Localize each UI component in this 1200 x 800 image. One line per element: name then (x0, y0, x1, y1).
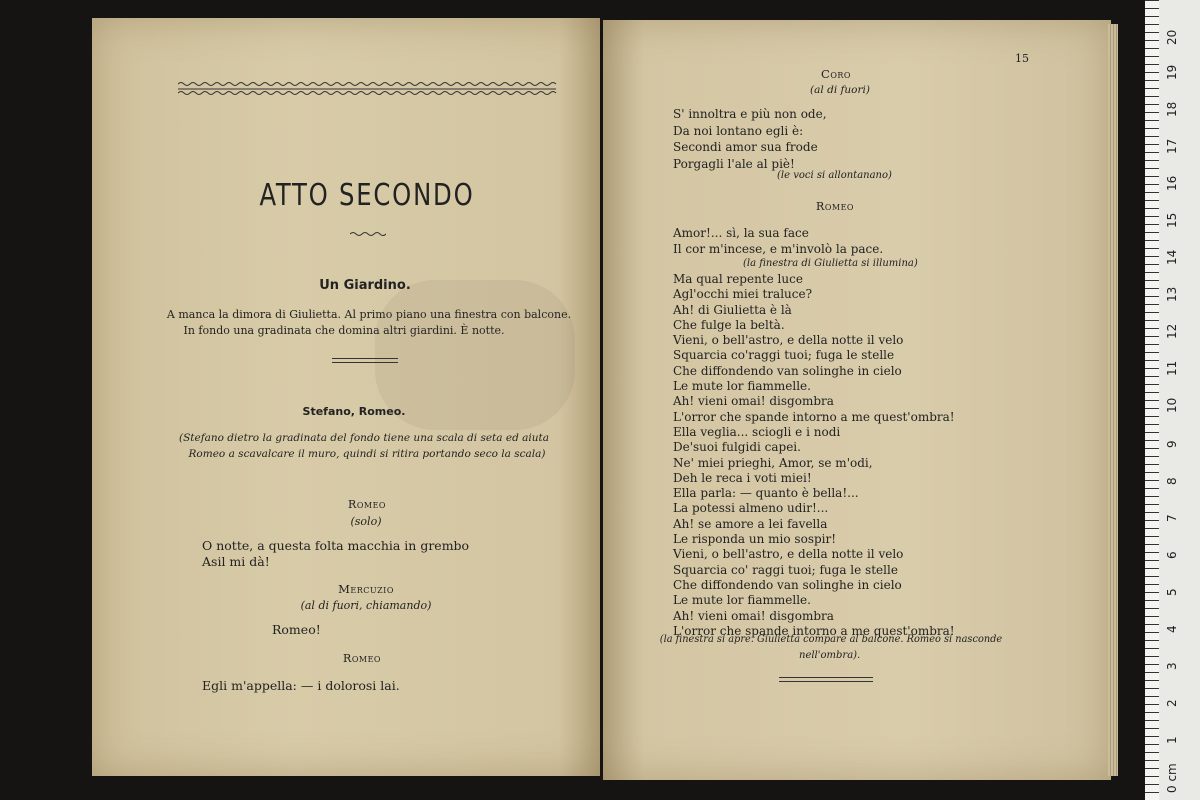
verse-line: Le mute lor fiammelle. (673, 593, 811, 608)
ruler-mark: 9 (1165, 440, 1179, 448)
speaker-romeo-1-note: (solo) (350, 515, 382, 528)
verse-line: Ah! di Giulietta è là (673, 302, 792, 317)
speaker-romeo-1: Romeo (348, 498, 386, 511)
ruler-mark: 5 (1165, 588, 1179, 596)
ruler-mark: 19 (1165, 64, 1179, 80)
ruler-mark: 11 (1165, 360, 1179, 376)
stage-direction-line-1: (Stefano dietro la gradinata del fondo tiene una scala di seta ed aiuta (178, 432, 550, 444)
window-direction: (la finestra di Giulietta si illumina) (743, 258, 918, 269)
title-ornament (350, 230, 386, 238)
ruler-mark: 0 cm (1165, 763, 1179, 793)
stage-direction-line-2: Romeo a scavalcare il muro, quindi si ritira portando seco la scala) (188, 448, 546, 460)
verse-line: Ah! vieni omai! disgombra (673, 394, 834, 409)
ruler-mark: 14 (1165, 249, 1179, 265)
ruler-ticks (1145, 0, 1159, 800)
verse-line-1: O notte, a questa folta macchia in grembo (202, 538, 470, 553)
scene-description-line-1: A manca la dimora di Giulietta. Al primo piano una finestra con balcone. (166, 308, 572, 321)
speaker-mercuzio-note: (al di fuori, chiamando) (300, 599, 432, 612)
ruler-mark: 7 (1165, 514, 1179, 522)
characters-heading: Stefano, Romeo. (302, 405, 406, 418)
chorus-line: S' innoltra e più non ode, (673, 107, 827, 121)
verse-line: Amor!... sì, la sua face (673, 226, 809, 240)
ruler-mark: 20 (1165, 29, 1179, 45)
verse-line-4: Egli m'appella: — i dolorosi lai. (202, 678, 400, 693)
speaker-romeo-2: Romeo (343, 652, 381, 665)
ruler-mark: 10 (1165, 397, 1179, 413)
verse-line: Ne' miei prieghi, Amor, se m'odi, (673, 455, 873, 470)
ruler-mark: 3 (1165, 662, 1179, 670)
final-direction-line-1: (la finestra si apre. Giulietta compare al balcone. Romeo si nasconde (659, 634, 1003, 645)
double-rule-right (779, 677, 873, 682)
verse-line: Che fulge la beltà. (673, 317, 785, 332)
verse-line: Che diffondendo van solinghe in cielo (673, 363, 902, 378)
verse-line-2: Asil mi dà! (202, 554, 270, 569)
verse-line: Ah! vieni omai! disgombra (673, 608, 834, 623)
verse-line: Il cor m'incese, e m'involò la pace. (673, 241, 884, 256)
ruler-mark: 16 (1165, 175, 1179, 191)
verse-line: L'orror che spande intorno a me quest'ombra! (673, 623, 955, 638)
scene-description-line-2: In fondo una gradinata che domina altri giardini. È notte. (183, 324, 505, 337)
ruler-mark: 12 (1165, 323, 1179, 339)
ruler-mark: 1 (1165, 736, 1179, 744)
measuring-ruler (1145, 0, 1200, 800)
right-page (603, 20, 1111, 780)
ruler-mark: 18 (1165, 101, 1179, 117)
verse-line: Che diffondendo van solinghe in cielo (673, 577, 902, 592)
final-direction-line-2: nell'ombra). (799, 650, 861, 661)
romeo-verse-block-2 (673, 272, 955, 639)
verse-line: Agl'occhi miei traluce? (673, 287, 813, 302)
ruler-mark: 8 (1165, 477, 1179, 485)
verse-line: De'suoi fulgidi capei. (673, 440, 801, 455)
library-watermark (375, 280, 575, 430)
chorus-line: Da noi lontano egli è: (673, 123, 804, 138)
verse-line: L'orror che spande intorno a me quest'ombra! (673, 409, 955, 424)
top-wavy-rule (178, 80, 558, 96)
ruler-mark: 17 (1165, 138, 1179, 154)
verse-line: Ella veglia... sciogli e i nodi (673, 424, 841, 439)
page-number: 15 (1015, 52, 1029, 65)
ruler-mark: 13 (1165, 286, 1179, 302)
verse-line-3: Romeo! (272, 622, 321, 637)
ruler-mark: 15 (1165, 212, 1179, 228)
act-title: ATTO SECONDO (259, 178, 475, 213)
romeo-verse-block-1 (673, 226, 883, 257)
speaker-mercuzio: Mercuzio (338, 582, 394, 596)
verse-line: Deh le reca i voti miei! (673, 470, 812, 485)
chorus-direction: (le voci si allontanano) (777, 170, 892, 181)
ruler-mark: 2 (1165, 699, 1179, 707)
verse-line: Ella parla: — quanto è bella!... (673, 486, 859, 501)
ruler-mark: 4 (1165, 625, 1179, 633)
chorus-line: Secondi amor sua frode (673, 140, 818, 154)
chorus-line: Porgagli l'ale al piè! (673, 156, 795, 171)
verse-line: Ma qual repente luce (673, 272, 803, 286)
ruler-mark: 6 (1165, 551, 1179, 559)
verse-line: Le risponda un mio sospir! (673, 532, 837, 547)
verse-line: Squarcia co'raggi tuoi; fuga le stelle (673, 348, 895, 363)
speaker-coro: Coro (821, 67, 851, 81)
verse-line: Vieni, o bell'astro, e della notte il velo (673, 333, 904, 348)
verse-line: Squarcia co' raggi tuoi; fuga le stelle (673, 562, 898, 577)
chorus-verse-block (673, 106, 827, 172)
verse-line: Ah! se amore a lei favella (673, 516, 828, 531)
verse-line: Le mute lor fiammelle. (673, 379, 811, 394)
verse-line: La potessi almeno udir!... (673, 501, 829, 516)
verse-line: Vieni, o bell'astro, e della notte il velo (673, 547, 904, 562)
speaker-coro-note: (al di fuori) (810, 84, 870, 96)
page-edges (1108, 24, 1118, 776)
speaker-romeo-3: Romeo (816, 200, 854, 213)
scene-heading: Un Giardino. (319, 278, 411, 293)
